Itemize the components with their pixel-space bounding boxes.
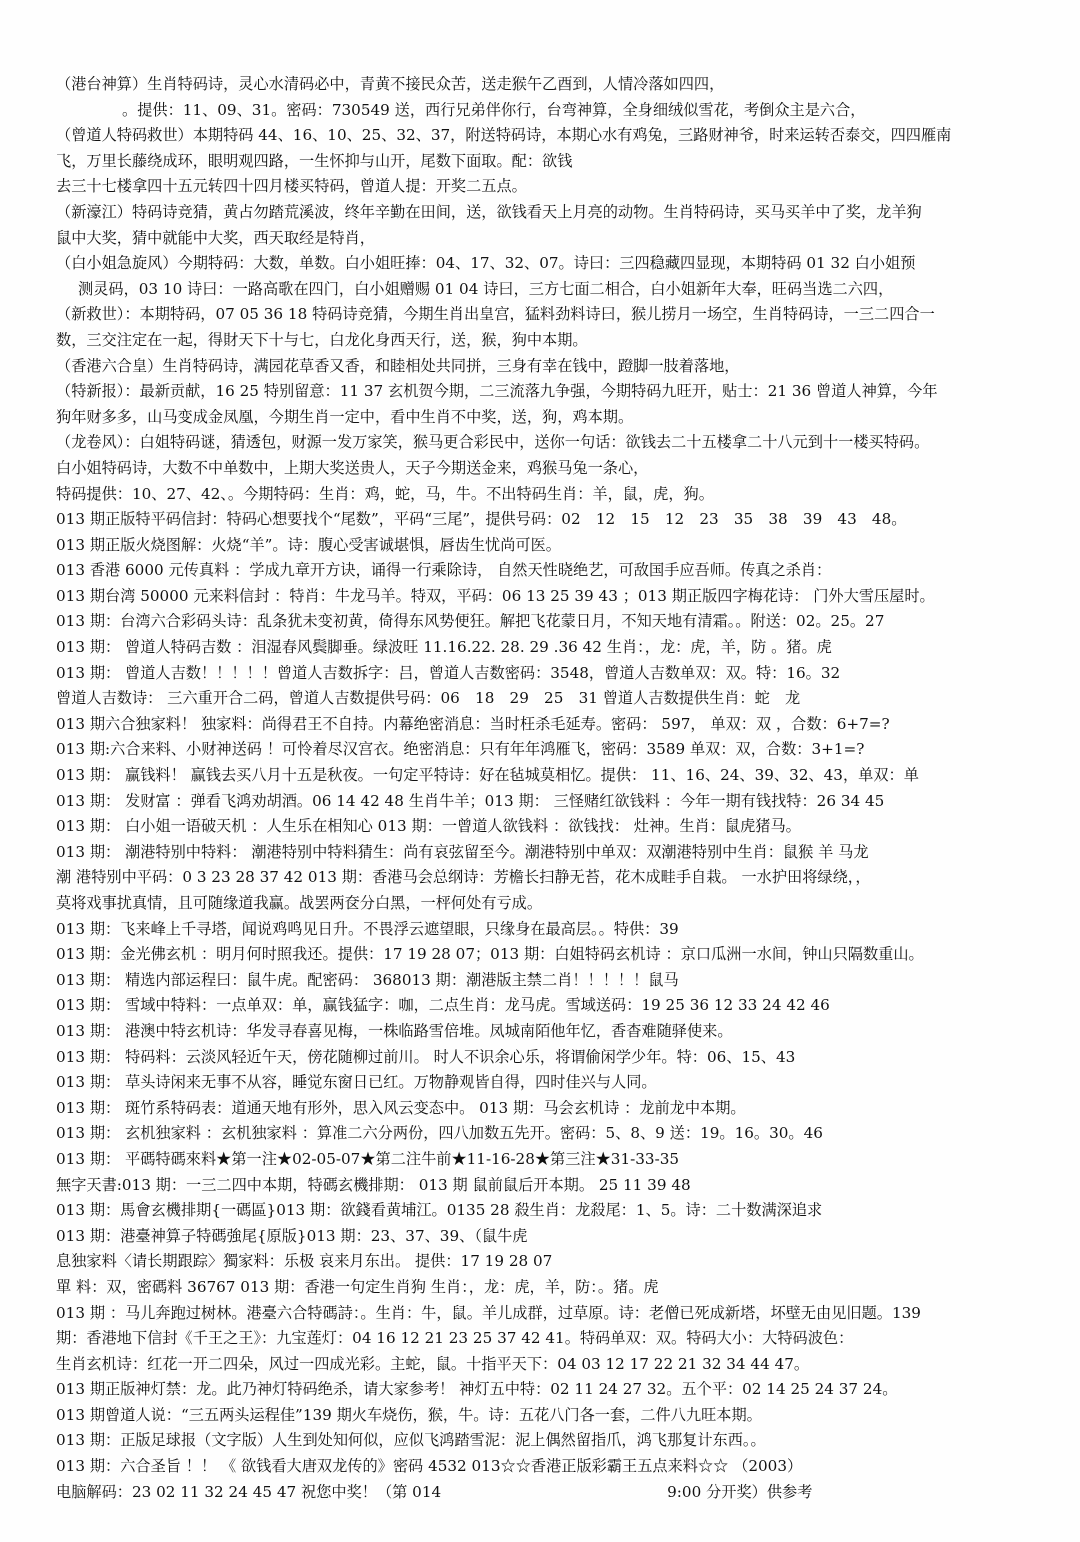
text-line: 013 期正版火烧图解：火烧“羊”。诗：腹心受害诚堪惧，唇齿生忧尚可医。 xyxy=(56,535,561,554)
text-line: 莫将戏事扰真情，且可随缘道我赢。战罢两奁分白黑，一枰何处有亏成。 xyxy=(56,894,542,912)
text-line: 013 期：六合圣旨 ！！ 《 欲钱看大唐双龙传的》密码 4532 013☆☆香港正版彩霸王五点来料☆☆ （2003） xyxy=(56,1457,803,1476)
text-line: 013 期曾道人说：“三五两头运程佳”139 期火车烧伤，猴，牛。诗：五花八门各一套，二件八九旺本期。 xyxy=(56,1405,762,1424)
footer-gap xyxy=(441,1480,667,1506)
text-line: （港台神算）生肖特码诗，灵心水清码必中，青黄不接民众苦，送走猴午乙酉到，人情冷落如四四， xyxy=(56,75,725,93)
text-line: 013 期： 特码料：云淡风轻近午天，傍花随柳过前川。 时人不识余心乐，将谓偷闲学少年。特：06、15、43 xyxy=(56,1047,796,1066)
text-line: 013 期： 白小姐一语破天机 ：人生乐在相知心 013 期：一曾道人欲钱料 ：欲钱找： 灶神。生肖：鼠虎猪马。 xyxy=(56,817,801,836)
text-line: 013 期： 平碼特碼來料★第一注★02-05-07★第二注牛前★11-16-28★第三注★31-33-35 xyxy=(56,1149,680,1168)
text-line: 013 期：台湾六合彩码头诗：乱条犹未变初黄，倚得东风势便狂。解把飞花蒙日月，不知天地有清霜。。附送：02。25。27 xyxy=(56,612,885,631)
text-line: （曾道人特码救世）本期特码 44、16、10、25、32、37，附送特码诗，本期心水有鸡兔，三路财神爷，时来运转否泰交，四四雁南 xyxy=(56,126,952,145)
text-line: 潮 港特别中平码：0 3 23 28 37 42 013 期：香港马会总纲诗：芳檐长扫静无苔，花木成畦手自栽。 一水护田将绿绕，， xyxy=(56,868,871,887)
text-line: 狗年财多多，山马变成金凤凰，今期生肖一定中，看中生肖不中奖，送，狗，鸡本期。 xyxy=(56,407,634,426)
text-line: 013 期六合独家料！ 独家料：尚得君王不自持。内幕绝密消息：当时枉杀毛延寿。密码： 597， 单双：双 ，合数：6+7=? xyxy=(56,714,890,733)
text-line: 013 期：飞来峰上千寻塔，闻说鸡鸣见日升。不畏浮云遮望眼，只缘身在最高层。。特供：39 xyxy=(56,919,679,938)
text-line: 去三十七楼拿四十五元转四十四月楼买特码，曾道人提：开奖二五点。 xyxy=(56,177,527,196)
text-line: 013 期:六合来料、小财神送码 ！可怜着尽汉宫衣。绝密消息：只有年年鸿雁飞，密码：3589 单双：双，合数：3+1=? xyxy=(56,740,865,759)
text-line: 测灵码，03 10 诗曰：一路高歌在四门，白小姐赠赐 01 04 诗曰，三方七面二相合，白小姐新年大奉，旺码当选二六四， xyxy=(78,279,894,298)
text-line: 013 期 ：马儿奔跑过树林。港臺六合特碼詩：。生肖：牛，鼠。羊儿成群，过草原。诗：老僧已死成新塔，坏壁无由见旧题。139 xyxy=(56,1303,921,1322)
text-line: （白小姐急旋风）今期特码：大数，单数。白小姐旺捧：04、17、32、07。诗曰：三四稳藏四显现，本期特码 01 32 白小姐预 xyxy=(56,254,916,273)
text-line: （香港六合皇）生肖特码诗，满园花草香又香，和睦相处共同拼，三身有幸在钱中，蹬脚一肢着落地， xyxy=(56,356,740,375)
text-line: 鼠中大奖，猜中就能中大奖，西天取经是特肖， xyxy=(56,228,375,247)
text-line: 013 期： 曾道人特码吉数 ：泪湿春风鬓脚垂。绿波旺 11.16.22. 28. 29 .36 42 生肖：，龙：虎，羊，防 。猪。虎 xyxy=(56,638,832,657)
text-line: （特新报）：最新贡献，16 25 特别留意：11 37 玄机贺今期，二三流落九争强，今期特码九旺开，贴士：21 36 曾道人神算，今年 xyxy=(56,382,938,401)
text-line: 数，三交注定在一起，得財天下十与七，白龙化身西天行，送，猴，狗中本期。 xyxy=(56,330,588,349)
text-line: （新濠江）特码诗竞猜，黄占勿踏荒溪波，终年辛勤在田间，送，欲钱看天上月亮的动物。生肖特码诗，买马买羊中了奖，龙羊狗 xyxy=(56,202,922,221)
text-body xyxy=(56,72,1036,1480)
text-line: 013 期： 曾道人吉数！！！！！曾道人吉数拆字：吕，曾道人吉数密码：3548，曾道人吉数单双：双。特：16。32 xyxy=(56,663,841,682)
text-line: 白小姐特码诗，大数不中单数中，上期大奖送贵人，天子今期送金来，鸡猴马兔一条心， xyxy=(56,458,649,477)
text-line: 013 期：正版足球报（文字版）人生到处知何似，应似飞鸿踏雪泥：泥上偶然留指爪，鸿飞那复计东西。。 xyxy=(56,1431,766,1450)
text-line: 013 期： 发财富 ：弹看飞鸿劝胡酒。06 14 42 48 生肖牛羊；013 期： 三怪赌红欲钱料 ：今年一期有钱找特：26 34 45 xyxy=(56,791,885,810)
text-line: 013 期：金光佛玄机 ：明月何时照我还。提供：17 19 28 07；013 期：白姐特码玄机诗 ：京口瓜洲一水间，钟山只隔数重山。 xyxy=(56,945,924,964)
text-line: 特码提供：10、27、42、。今期特码：生肖：鸡，蛇，马，牛。不出特码生肖：羊，鼠，虎，狗。 xyxy=(56,484,714,503)
text-line: 息独家料〈请长期跟踪〉獨家料：乐极 哀来月东出。 提供：17 19 28 07 xyxy=(56,1252,553,1271)
text-line: 013 期： 玄机独家料 ：玄机独家料 ：算准二六分两份，四八加数五先开。密码：5、8、9 送：19。16。30。46 xyxy=(56,1124,823,1143)
text-line: 013 期正版特平码信封：特码心想要找个“尾数”，平码“三尾”，提供号码：02 12 15 12 23 35 38 39 43 48。 xyxy=(56,510,907,529)
text-line: 期：香港地下信封《千王之王》：九宝莲灯：04 16 12 21 23 25 37 42 41。特码单双：双。特码大小：大特码波色： xyxy=(56,1329,854,1348)
text-line: （新救世）：本期特码，07 05 36 18 特码诗竞猜，今期生肖出皇宫，猛料劲料诗曰，猴儿捞月一场空，生肖特码诗，一三二四合一 xyxy=(56,305,935,324)
text-line: 無字天書:013 期：一三二四中本期，特碼玄機排期： 013 期 鼠前鼠后开本期。 25 11 39 48 xyxy=(56,1175,691,1194)
text-line: 013 期： 精选内部运程曰：鼠牛虎。配密码： 368013 期：潮港版主禁二肖！！！！！鼠马 xyxy=(56,970,679,989)
text-line: 013 期：馬會玄機排期{一碼區}013 期：欲錢看黄埔江。0135 28 殺生肖：龙殺尾：1、5。诗：二十数满深追求 xyxy=(56,1201,823,1220)
text-line: 單 料：双，密碼料 36767 013 期：香港一句定生肖狗 生肖：，龙：虎，羊，防：。猪。虎 xyxy=(56,1277,659,1296)
text-line: 013 期： 潮港特别中特料： 潮港特别中特料猜生：尚有哀弦留至今。潮港特别中单双：双潮港特别中生肖：鼠猴 羊 马龙 xyxy=(56,842,869,861)
text-line: 013 期： 赢钱料！ 赢钱去买八月十五是秋夜。一句定平特诗：好在毡城莫相忆。提供： 11、16、24、39、32、43，单双：单 xyxy=(56,766,919,785)
footer-right: 9:00 分开奖）供参考 xyxy=(667,1482,813,1501)
text-line: 013 期： 斑竹系特码表：道通天地有形外，思入风云变态中。 013 期：马会玄机诗 ：龙前龙中本期。 xyxy=(56,1098,746,1117)
text-line: （龙卷风）：白姐特码谜，猜透包，财源一发万家笑，猴马更合彩民中，送你一句话：欲钱去二十五楼拿二十八元到十一楼买特码。 xyxy=(56,433,930,452)
text-line: 曾道人吉数诗： 三六重开合二码，曾道人吉数提供号码：06 18 29 25 31 曾道人吉数提供生肖：蛇 龙 xyxy=(56,689,801,708)
text-line: 013 期： 港澳中特玄机诗：华发寻春喜见梅，一株临路雪倍堆。凤城南陌他年忆，香杳难随驿使来。 xyxy=(56,1021,733,1040)
text-line: 飞，万里长藤绕成环，眼明观四路，一生怀抑与山开，尾数下面取。配：欲钱 xyxy=(56,151,573,170)
text-line: 013 期： 草头诗闲来无事不从容，睡觉东窗日已红。万物静观皆自得，四时佳兴与人同。 xyxy=(56,1073,657,1092)
text-line: 013 期： 雪域中特料：一点单双：单，赢钱猛字：咖，二点生肖：龙马虎。雪域送码：19 25 36 12 33 24 42 46 xyxy=(56,996,830,1015)
text-line: 013 期正版神灯禁：龙。此乃神灯特码绝杀，请大家参考！ 神灯五中特：02 11 24 27 32。五个平：02 14 25 24 37 24。 xyxy=(56,1380,898,1399)
text-line: 013 期台湾 50000 元来料信封 ：特肖：牛龙马羊。特双，平码：06 13 25 39 43 ；013 期正版四字梅花诗： 门外大雪压屋时。 xyxy=(56,586,935,605)
text-line: 013 期：港臺神算子特碼強尾{原版}013 期：23、37、39、（鼠牛虎 xyxy=(56,1226,528,1245)
text-line: 013 香港 6000 元传真料 ：学成九章开方诀，诵得一行乘除诗， 自然天性晓绝艺，可敌国手应吾师。传真之杀肖： xyxy=(56,561,832,580)
text-line: 生肖玄机诗：红花一开二四朵，风过一四成光彩。主蛇，鼠。十指平天下：04 03 12 17 22 21 32 34 44 47。 xyxy=(56,1354,810,1373)
footer-line xyxy=(56,1480,1036,1506)
text-line: 。提供：11、09、31。密码：730549 送，西行兄弟伴你行，台弯神算，全身细绒似雪花，考倒众主是六合， xyxy=(122,100,866,119)
footer-left: 电脑解码：23 02 11 32 24 45 47 祝您中奖！（第 014 xyxy=(56,1482,442,1501)
